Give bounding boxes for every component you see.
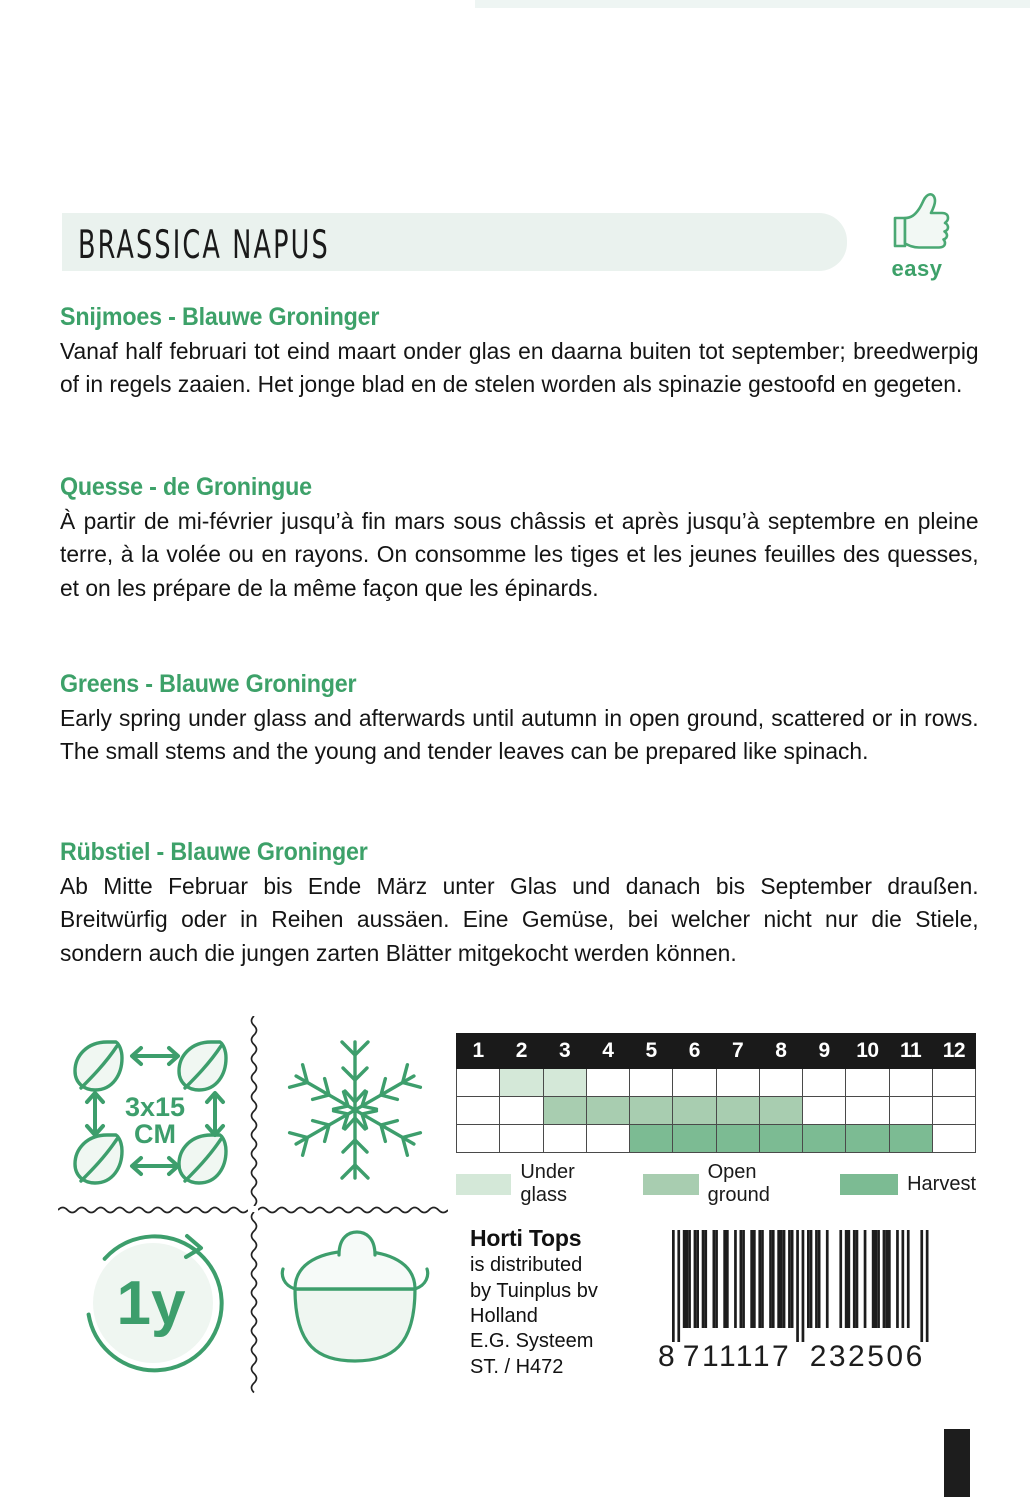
leaf-spacing-icon bbox=[65, 1026, 245, 1194]
calendar-cell bbox=[803, 1097, 846, 1125]
cooking-pot-icon bbox=[271, 1227, 439, 1379]
barcode-bar bbox=[758, 1230, 761, 1328]
calendar-cell bbox=[803, 1069, 846, 1097]
legend-swatch-under-glass bbox=[456, 1174, 511, 1195]
barcode-bar bbox=[896, 1230, 899, 1328]
brand-line-6: ST. / H472 bbox=[470, 1355, 564, 1378]
ease-badge-label: easy bbox=[891, 256, 943, 281]
barcode-bar bbox=[777, 1230, 780, 1328]
calendar-cell bbox=[457, 1125, 500, 1153]
month-header: 5 bbox=[630, 1034, 673, 1069]
calendar-cell bbox=[673, 1125, 716, 1153]
barcode-bar bbox=[772, 1230, 775, 1328]
calendar-cell bbox=[673, 1069, 716, 1097]
month-header: 10 bbox=[846, 1034, 889, 1069]
barcode-bar bbox=[677, 1230, 680, 1342]
month-header: 7 bbox=[716, 1034, 759, 1069]
barcode-bar bbox=[818, 1230, 821, 1328]
barcode-bar bbox=[826, 1230, 829, 1328]
calendar-cell bbox=[543, 1125, 586, 1153]
barcode-bar bbox=[686, 1230, 689, 1328]
calendar-cell bbox=[543, 1069, 586, 1097]
wavy-divider-vertical-bottom bbox=[247, 1212, 261, 1397]
calendar-table bbox=[456, 1033, 976, 1153]
barcode-digits: 711117 bbox=[682, 1340, 792, 1373]
barcode-bar bbox=[780, 1230, 783, 1328]
calendar-header-row bbox=[457, 1034, 976, 1069]
calendar-cell bbox=[500, 1125, 543, 1153]
barcode-bar bbox=[704, 1230, 707, 1328]
month-header: 4 bbox=[586, 1034, 629, 1069]
calendar-cell bbox=[932, 1069, 975, 1097]
calendar-cell bbox=[846, 1125, 889, 1153]
barcode-bar bbox=[742, 1230, 745, 1328]
legend-item-under-glass bbox=[456, 1161, 622, 1207]
calendar-cell bbox=[932, 1125, 975, 1153]
barcode-bar bbox=[696, 1230, 699, 1328]
cycle-label: 1y bbox=[116, 1268, 185, 1338]
calendar-row bbox=[457, 1097, 976, 1125]
calendar-cell bbox=[586, 1125, 629, 1153]
annual-cycle-icon bbox=[75, 1224, 235, 1382]
calendar-cell bbox=[759, 1097, 802, 1125]
barcode-digits: 8 bbox=[658, 1340, 678, 1373]
barcode-bar bbox=[810, 1230, 813, 1328]
month-header: 3 bbox=[543, 1034, 586, 1069]
registration-mark bbox=[944, 1429, 970, 1497]
pictogram-frost bbox=[262, 1022, 447, 1197]
month-header: 6 bbox=[673, 1034, 716, 1069]
barcode-bar bbox=[926, 1230, 929, 1342]
brand-line-5: E.G. Systeem bbox=[470, 1330, 594, 1353]
barcode-bar bbox=[920, 1230, 923, 1342]
calendar-cell bbox=[630, 1069, 673, 1097]
barcode-bar bbox=[769, 1230, 772, 1328]
calendar-cell bbox=[846, 1097, 889, 1125]
barcode-digits: 232506 bbox=[809, 1340, 925, 1373]
barcode-bar bbox=[883, 1230, 886, 1328]
calendar-cell bbox=[630, 1125, 673, 1153]
barcode-bar bbox=[753, 1230, 756, 1328]
legend-item-harvest bbox=[840, 1173, 976, 1196]
language-body-de: Ab Mitte Februar bis Ende März unter Glas und danach bis September draußen. Breitwürfig oder in Reihen aussäen. Eine Gemüse, bei welcher nicht nur die Stiele, sondern auch die jungen zarten Blätter mitgekocht werden können. bbox=[60, 873, 979, 966]
calendar-cell bbox=[586, 1097, 629, 1125]
barcode-bar bbox=[761, 1230, 764, 1328]
month-header: 9 bbox=[803, 1034, 846, 1069]
calendar-cell bbox=[500, 1097, 543, 1125]
calendar-cell bbox=[500, 1069, 543, 1097]
legend-label-harvest: Harvest bbox=[907, 1172, 976, 1195]
brand-name: Horti Tops bbox=[470, 1225, 582, 1251]
calendar-cell bbox=[716, 1097, 759, 1125]
calendar-body bbox=[457, 1069, 976, 1153]
calendar-cell bbox=[889, 1097, 932, 1125]
snowflake-icon bbox=[280, 1031, 430, 1189]
barcode-bar bbox=[702, 1230, 705, 1328]
pictogram-cycle bbox=[62, 1215, 247, 1390]
calendar-row bbox=[457, 1125, 976, 1153]
barcode-bar bbox=[694, 1230, 697, 1328]
top-color-band bbox=[475, 0, 1030, 8]
barcode-bar bbox=[907, 1230, 910, 1328]
language-block-fr bbox=[60, 473, 980, 605]
calendar-cell bbox=[889, 1069, 932, 1097]
barcode-bar bbox=[713, 1230, 716, 1328]
wavy-divider-vertical-top bbox=[247, 1016, 261, 1206]
barcode-bar bbox=[839, 1230, 842, 1328]
barcode-bar bbox=[848, 1230, 851, 1328]
barcode-bar bbox=[688, 1230, 691, 1328]
ease-badge bbox=[862, 192, 972, 284]
barcode-bar bbox=[672, 1230, 675, 1342]
language-title-fr: Quesse - de Groningue bbox=[60, 473, 312, 501]
calendar-cell bbox=[846, 1069, 889, 1097]
page-title: BRASSICA NAPUS bbox=[78, 221, 330, 268]
barcode-bar bbox=[740, 1230, 743, 1328]
calendar-legend bbox=[456, 1161, 976, 1207]
barcode-bar bbox=[856, 1230, 859, 1328]
calendar-cell bbox=[457, 1097, 500, 1125]
legend-label-open-ground: Open ground bbox=[707, 1161, 770, 1206]
language-body-fr: À partir de mi-février jusqu’à fin mars sous châssis et après jusqu’à septembre en pleine terre, à la volée ou en rayons. On consomme les tiges et les jeunes feuilles des quesses, et on les prépare de la même façon que les épinards. bbox=[60, 508, 979, 601]
calendar-cell bbox=[543, 1097, 586, 1125]
calendar-cell bbox=[630, 1097, 673, 1125]
calendar-cell bbox=[889, 1125, 932, 1153]
month-header: 1 bbox=[457, 1034, 500, 1069]
calendar-row bbox=[457, 1069, 976, 1097]
barcode-bar bbox=[715, 1230, 718, 1328]
calendar-cell bbox=[716, 1125, 759, 1153]
barcode-bar bbox=[872, 1230, 875, 1328]
language-title-nl: Snijmoes - Blauwe Groninger bbox=[60, 303, 380, 331]
barcode-bar bbox=[788, 1230, 791, 1328]
barcode-bar bbox=[802, 1230, 805, 1342]
brand-line-4: Holland bbox=[470, 1304, 538, 1327]
barcode-bar bbox=[807, 1230, 810, 1328]
legend-label-under-glass: Under glass bbox=[520, 1161, 575, 1206]
month-header: 2 bbox=[500, 1034, 543, 1069]
language-title-en: Greens - Blauwe Groninger bbox=[60, 670, 357, 698]
calendar-cell bbox=[716, 1069, 759, 1097]
pictogram-grid bbox=[62, 1022, 447, 1390]
brand-line-3: by Tuinplus bv bbox=[470, 1279, 598, 1302]
barcode-bar bbox=[796, 1230, 799, 1342]
language-block-de bbox=[60, 838, 980, 970]
barcode-bar bbox=[734, 1230, 737, 1328]
legend-swatch-harvest bbox=[840, 1174, 898, 1195]
brand-info bbox=[470, 1224, 598, 1380]
brand-line-2: is distributed bbox=[470, 1254, 583, 1277]
month-header: 8 bbox=[759, 1034, 802, 1069]
language-body-en: Early spring under glass and afterwards until autumn in open ground, scattered or in rows. The small stems and the young and tender leaves can be prepared like spinach. bbox=[60, 705, 979, 765]
sowing-calendar bbox=[456, 1033, 976, 1207]
barcode-bar bbox=[683, 1230, 686, 1328]
legend-item-open-ground bbox=[643, 1161, 819, 1207]
calendar-cell bbox=[457, 1069, 500, 1097]
barcode-bar bbox=[815, 1230, 818, 1328]
language-block-nl bbox=[60, 303, 980, 402]
month-header: 12 bbox=[932, 1034, 975, 1069]
calendar-cell bbox=[803, 1125, 846, 1153]
calendar-cell bbox=[932, 1097, 975, 1125]
barcode-bar bbox=[726, 1230, 729, 1328]
barcode bbox=[658, 1228, 976, 1373]
language-body-nl: Vanaf half februari tot eind maart onder glas en daarna buiten tot september; breedwerpig of in regels zaaien. Het jonge blad en de stelen worden als spinazie gestoofd en gegeten. bbox=[60, 338, 979, 398]
barcode-bar bbox=[723, 1230, 726, 1328]
calendar-cell bbox=[759, 1069, 802, 1097]
barcode-bar bbox=[845, 1230, 848, 1328]
pictogram-spacing bbox=[62, 1022, 247, 1197]
barcode-bar bbox=[750, 1230, 753, 1328]
barcode-svg bbox=[658, 1228, 976, 1373]
spacing-value-line1: 3x15 bbox=[124, 1091, 185, 1122]
barcode-bar bbox=[864, 1230, 867, 1328]
pictogram-cooking bbox=[262, 1215, 447, 1390]
month-header: 11 bbox=[889, 1034, 932, 1069]
barcode-bar bbox=[888, 1230, 891, 1328]
barcode-bar bbox=[877, 1230, 880, 1328]
calendar-cell bbox=[586, 1069, 629, 1097]
barcode-bar bbox=[791, 1230, 794, 1328]
legend-swatch-open-ground bbox=[643, 1174, 698, 1195]
thumbs-up-icon bbox=[877, 192, 957, 258]
calendar-cell bbox=[759, 1125, 802, 1153]
spacing-value-line2: CM bbox=[133, 1118, 176, 1149]
barcode-bar bbox=[902, 1230, 905, 1328]
calendar-cell bbox=[673, 1097, 716, 1125]
language-block-en bbox=[60, 670, 980, 769]
barcode-bar bbox=[783, 1230, 786, 1328]
barcode-bar bbox=[853, 1230, 856, 1328]
language-title-de: Rübstiel - Blauwe Groninger bbox=[60, 838, 368, 866]
barcode-bar bbox=[875, 1230, 878, 1328]
barcode-bar bbox=[885, 1230, 888, 1328]
